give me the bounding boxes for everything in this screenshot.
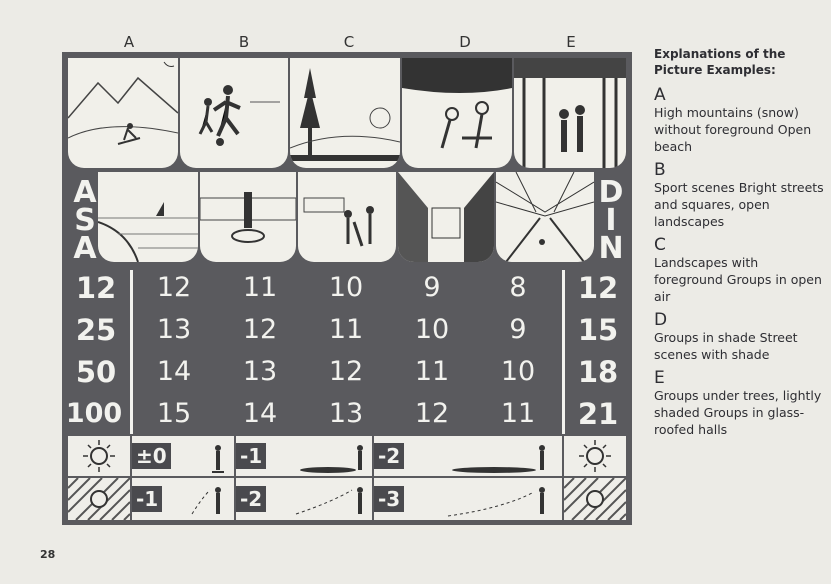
separator-asa	[130, 270, 133, 434]
picture-mountain-skier	[68, 58, 178, 168]
exposure-cell	[374, 478, 562, 520]
value-e: 10	[500, 356, 536, 387]
asa-value: 100	[65, 398, 123, 429]
picture-workers-field	[298, 172, 396, 262]
column-letter-c: C	[343, 33, 355, 51]
side-letter-i: I	[605, 203, 617, 238]
value-d: 12	[414, 398, 450, 429]
explanation-text: Landscapes with foreground Groups in open air	[654, 255, 822, 304]
side-letter-s: S	[74, 203, 96, 238]
side-letter-a2: A	[73, 231, 97, 266]
explanation-text: Sport scenes Bright streets and squares, open landscapes	[654, 180, 824, 229]
explanation-text: Groups under trees, lightly shaded Groups in glass-roofed halls	[654, 388, 822, 437]
exposure-badge: -1	[132, 486, 162, 512]
side-letter-d: D	[598, 175, 624, 210]
person-shadow-icon	[374, 436, 562, 476]
hazy-sun-icon-left	[68, 478, 130, 520]
exposure-table-board	[62, 52, 632, 525]
explanations-heading: Explanations of the Picture Examples:	[654, 47, 786, 77]
exposure-cell	[132, 436, 234, 476]
picture-people-shade	[402, 58, 512, 168]
explanation-item	[654, 86, 824, 155]
column-letter-a: A	[123, 33, 135, 51]
person-shadow-icon	[374, 478, 562, 520]
explanation-text: High mountains (snow) without foreground Open beach	[654, 105, 812, 154]
value-c: 10	[328, 272, 364, 303]
din-value: 15	[577, 313, 619, 347]
value-b: 12	[242, 314, 278, 345]
value-b: 14	[242, 398, 278, 429]
sun-icon-bright-right	[564, 436, 626, 476]
din-value: 21	[577, 397, 619, 431]
din-value: 18	[577, 355, 619, 389]
value-e: 11	[500, 398, 536, 429]
value-c: 12	[328, 356, 364, 387]
side-letter-a1: A	[73, 175, 97, 210]
explanation-item	[654, 311, 824, 363]
value-a: 15	[156, 398, 192, 429]
picture-street-shade	[398, 172, 494, 262]
explanations-panel	[654, 46, 824, 438]
explanation-item	[654, 369, 824, 438]
explanation-item	[654, 161, 824, 230]
value-a: 14	[156, 356, 192, 387]
picture-town-square	[200, 172, 296, 262]
din-value: 12	[577, 271, 619, 305]
hazy-sun-icon-right	[564, 478, 626, 520]
value-a: 13	[156, 314, 192, 345]
asa-value: 12	[75, 271, 117, 305]
explanation-letter: D	[654, 310, 668, 330]
person-shadow-icon	[236, 436, 372, 476]
exposure-cell	[236, 436, 372, 476]
value-b: 11	[242, 272, 278, 303]
value-c: 11	[328, 314, 364, 345]
sun-icon-bright-left	[68, 436, 130, 476]
exposure-badge: -2	[374, 443, 404, 469]
person-shadow-icon	[132, 478, 234, 520]
picture-football-players	[180, 58, 288, 168]
value-b: 13	[242, 356, 278, 387]
exposure-cell	[132, 478, 234, 520]
person-shadow-icon	[236, 478, 372, 520]
column-letter-d: D	[459, 33, 471, 51]
value-d: 9	[423, 272, 441, 303]
value-d: 10	[414, 314, 450, 345]
exposure-badge: -2	[236, 486, 266, 512]
value-e: 9	[509, 314, 527, 345]
value-e: 8	[509, 272, 527, 303]
column-letter-b: B	[238, 33, 250, 51]
explanation-letter: C	[654, 235, 666, 255]
exposure-cell	[236, 478, 372, 520]
exposure-badge: -1	[236, 443, 266, 469]
explanation-letter: B	[654, 160, 666, 180]
explanation-letter: E	[654, 368, 665, 388]
exposure-badge: -3	[374, 486, 404, 512]
value-d: 11	[414, 356, 450, 387]
person-shadow-icon	[132, 436, 234, 476]
asa-value: 25	[75, 313, 117, 347]
page-number: 28	[40, 548, 56, 561]
picture-open-beach	[98, 172, 198, 262]
explanation-text: Groups in shade Street scenes with shade	[654, 330, 798, 362]
explanation-item	[654, 236, 824, 305]
value-c: 13	[328, 398, 364, 429]
value-a: 12	[156, 272, 192, 303]
exposure-cell	[374, 436, 562, 476]
column-letter-e: E	[566, 33, 576, 51]
asa-value: 50	[75, 355, 117, 389]
exposure-badge: ±0	[132, 443, 171, 469]
side-letter-n: N	[598, 231, 624, 266]
picture-glass-hall	[496, 172, 594, 262]
picture-landscape-trees	[290, 58, 400, 168]
separator-din	[562, 270, 565, 434]
explanation-letter: A	[654, 85, 666, 105]
picture-groups-under-trees	[514, 58, 626, 168]
